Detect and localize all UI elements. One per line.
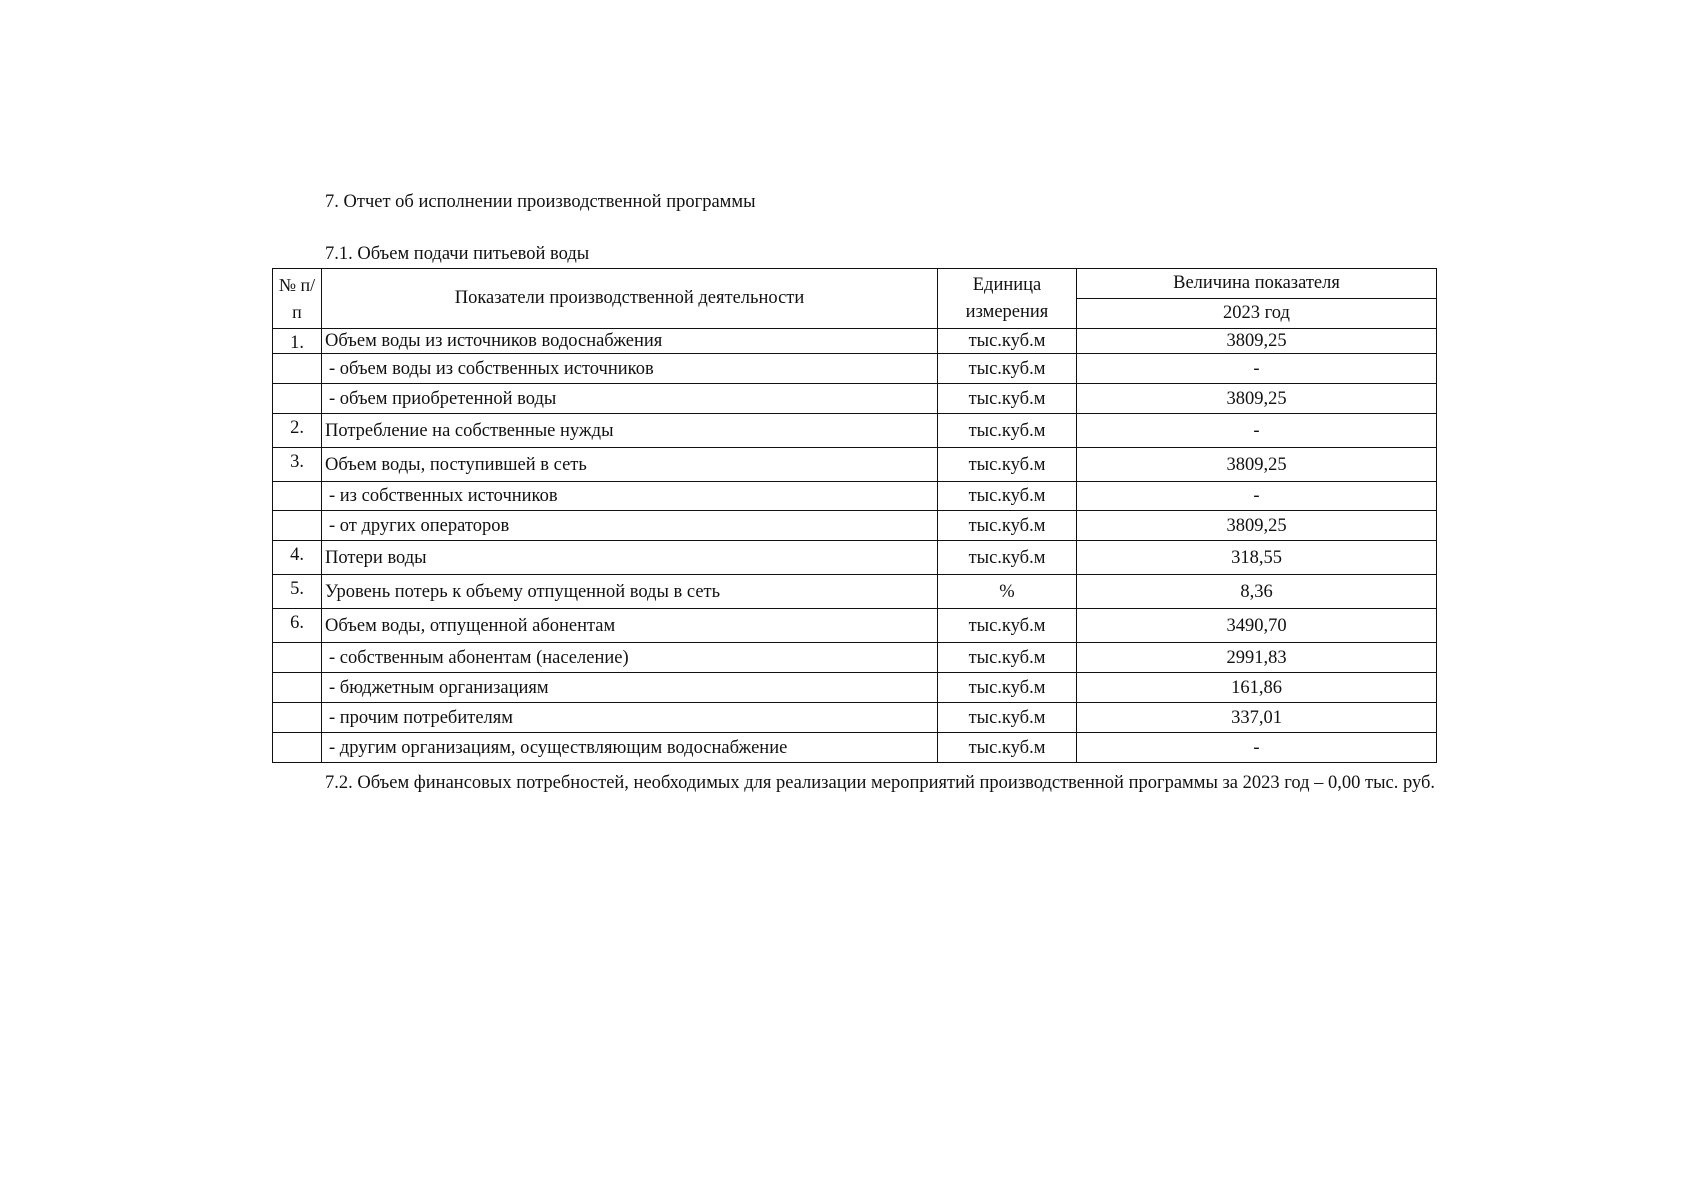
cell-unit: тыс.куб.м: [938, 329, 1077, 354]
cell-num: 1.: [273, 329, 322, 354]
cell-value: 318,55: [1077, 541, 1437, 575]
header-num: № п/п: [273, 269, 322, 329]
cell-num: [273, 511, 322, 541]
cell-indicator: - другим организациям, осуществляющим водоснабжение: [322, 733, 938, 763]
cell-num: 6.: [273, 609, 322, 643]
cell-unit: тыс.куб.м: [938, 414, 1077, 448]
cell-indicator: - из собственных источников: [322, 482, 938, 511]
cell-unit: тыс.куб.м: [938, 733, 1077, 763]
cell-indicator: - объем воды из собственных источников: [322, 354, 938, 384]
cell-value: -: [1077, 354, 1437, 384]
cell-value: 3809,25: [1077, 448, 1437, 482]
cell-num: 4.: [273, 541, 322, 575]
cell-num: [273, 703, 322, 733]
table-row: [273, 643, 1437, 673]
cell-unit: тыс.куб.м: [938, 482, 1077, 511]
cell-indicator: Объем воды из источников водоснабжения: [322, 329, 938, 354]
cell-num: [273, 673, 322, 703]
cell-value: -: [1077, 733, 1437, 763]
cell-unit: тыс.куб.м: [938, 511, 1077, 541]
cell-unit: %: [938, 575, 1077, 609]
cell-unit: тыс.куб.м: [938, 384, 1077, 414]
cell-value: 2991,83: [1077, 643, 1437, 673]
cell-value: 3809,25: [1077, 384, 1437, 414]
header-year: 2023 год: [1077, 299, 1437, 329]
cell-indicator: - объем приобретенной воды: [322, 384, 938, 414]
report-table-body: [273, 269, 1437, 763]
cell-num: 2.: [273, 414, 322, 448]
cell-unit: тыс.куб.м: [938, 541, 1077, 575]
table-row: [273, 673, 1437, 703]
cell-value: 161,86: [1077, 673, 1437, 703]
report-table: [272, 268, 1437, 763]
cell-indicator: Уровень потерь к объему отпущенной воды в сеть: [322, 575, 938, 609]
table-row: [273, 329, 1437, 354]
cell-num: [273, 643, 322, 673]
cell-indicator: - от других операторов: [322, 511, 938, 541]
cell-unit: тыс.куб.м: [938, 703, 1077, 733]
section-title: 7.1. Объем подачи питьевой воды: [325, 244, 590, 264]
table-row: [273, 354, 1437, 384]
table-row: [273, 703, 1437, 733]
cell-unit: тыс.куб.м: [938, 354, 1077, 384]
cell-indicator: Потери воды: [322, 541, 938, 575]
header-row-top: [273, 269, 1437, 299]
cell-num: [273, 354, 322, 384]
table-row: [273, 511, 1437, 541]
header-unit: Единица измерения: [938, 269, 1077, 329]
cell-indicator: Объем воды, отпущенной абонентам: [322, 609, 938, 643]
header-value-group: Величина показателя: [1077, 269, 1437, 299]
table-row: [273, 733, 1437, 763]
cell-value: 337,01: [1077, 703, 1437, 733]
cell-indicator: Объем воды, поступившей в сеть: [322, 448, 938, 482]
cell-value: -: [1077, 482, 1437, 511]
cell-indicator: - бюджетным организациям: [322, 673, 938, 703]
header-name: Показатели производственной деятельности: [322, 269, 938, 329]
cell-value: 3809,25: [1077, 329, 1437, 354]
table-row: [273, 414, 1437, 448]
cell-num: [273, 482, 322, 511]
footer-text: 7.2. Объем финансовых потребностей, необходимых для реализации мероприятий производственной программы за 2023 год – 0,00 тыс. руб.: [325, 773, 1436, 793]
cell-indicator: Потребление на собственные нужды: [322, 414, 938, 448]
cell-unit: тыс.куб.м: [938, 643, 1077, 673]
cell-unit: тыс.куб.м: [938, 448, 1077, 482]
cell-unit: тыс.куб.м: [938, 673, 1077, 703]
cell-value: 3490,70: [1077, 609, 1437, 643]
cell-value: 8,36: [1077, 575, 1437, 609]
cell-num: 3.: [273, 448, 322, 482]
cell-indicator: - прочим потребителям: [322, 703, 938, 733]
cell-indicator: - собственным абонентам (население): [322, 643, 938, 673]
cell-num: 5.: [273, 575, 322, 609]
cell-value: 3809,25: [1077, 511, 1437, 541]
cell-num: [273, 733, 322, 763]
table-row: [273, 448, 1437, 482]
table-row: [273, 609, 1437, 643]
cell-value: -: [1077, 414, 1437, 448]
cell-num: [273, 384, 322, 414]
table-row: [273, 482, 1437, 511]
table-row: [273, 541, 1437, 575]
cell-unit: тыс.куб.м: [938, 609, 1077, 643]
table-row: [273, 575, 1437, 609]
page-title: 7. Отчет об исполнении производственной программы: [325, 192, 756, 212]
table-row: [273, 384, 1437, 414]
